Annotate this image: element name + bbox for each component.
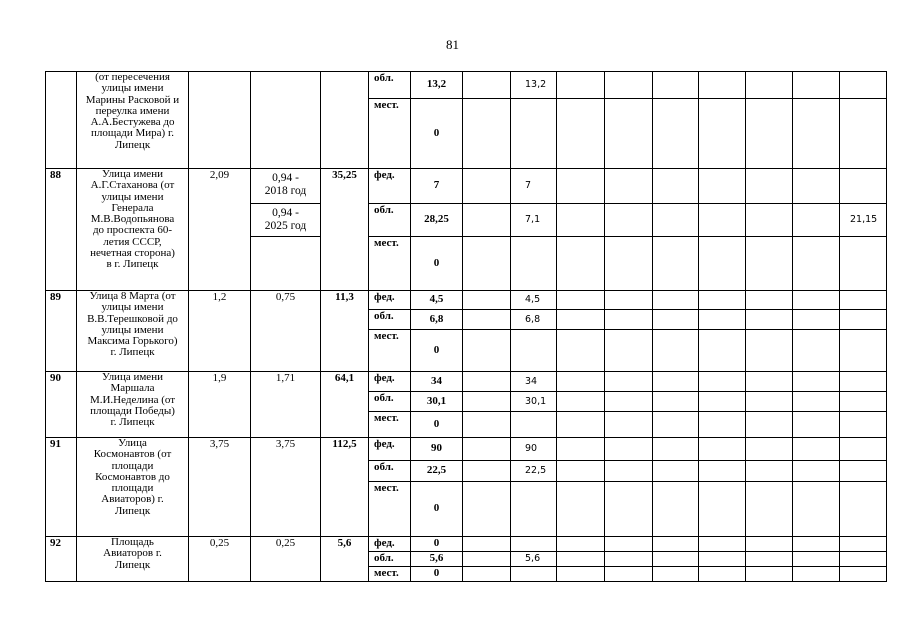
repair-period bbox=[250, 290, 320, 371]
funding-level-text: обл. bbox=[374, 310, 394, 322]
funding-level bbox=[368, 329, 410, 371]
empty-cell bbox=[556, 481, 604, 536]
funding-amount bbox=[410, 98, 462, 168]
funding-amount bbox=[410, 566, 462, 582]
yearly-amount-text: 34 bbox=[525, 375, 538, 387]
row-number-text: 92 bbox=[50, 537, 61, 549]
empty-cell bbox=[462, 481, 510, 536]
funding-amount-text: 6,8 bbox=[429, 312, 444, 325]
funding-amount bbox=[410, 236, 462, 290]
road-name-text: Площадь Авиаторов г. Липецк bbox=[103, 536, 162, 571]
funding-amount-text: 0 bbox=[433, 126, 440, 139]
empty-cell bbox=[462, 437, 510, 460]
yearly-amount bbox=[510, 460, 556, 481]
road-name-text: Улица 8 Марта (от улицы имени В.В.Терешковой до улицы имени Максима Горького) г. Липецк bbox=[87, 290, 178, 359]
empty-cell bbox=[604, 566, 652, 582]
road-length bbox=[188, 536, 250, 582]
funding-amount bbox=[410, 391, 462, 411]
funding-amount bbox=[410, 71, 462, 98]
road-length bbox=[188, 371, 250, 437]
total-cost bbox=[320, 71, 368, 168]
yearly-amount bbox=[510, 71, 556, 98]
empty-cell bbox=[698, 391, 745, 411]
empty-cell bbox=[652, 71, 698, 98]
empty-cell bbox=[652, 98, 698, 168]
funding-level bbox=[368, 481, 410, 536]
yearly-amount bbox=[510, 371, 556, 391]
road-length bbox=[188, 168, 250, 290]
empty-cell bbox=[604, 290, 652, 309]
road-length-text: 1,2 bbox=[212, 291, 227, 303]
yearly-amount bbox=[510, 481, 556, 536]
funding-level bbox=[368, 536, 410, 551]
page-number: 81 bbox=[446, 37, 459, 52]
funding-level-text: фед. bbox=[374, 169, 395, 181]
repair-period bbox=[250, 203, 320, 236]
funding-level bbox=[368, 203, 410, 236]
empty-cell bbox=[652, 290, 698, 309]
empty-cell bbox=[792, 236, 839, 290]
yearly-amount-text: 7 bbox=[525, 180, 532, 192]
empty-cell bbox=[698, 71, 745, 98]
empty-cell bbox=[652, 371, 698, 391]
funding-amount bbox=[410, 309, 462, 329]
empty-cell bbox=[698, 411, 745, 437]
funding-amount-text: 0 bbox=[433, 343, 440, 356]
road-length-text: 3,75 bbox=[209, 438, 230, 450]
empty-cell bbox=[698, 551, 745, 566]
road-name-text: (от пересечения улицы имени Марины Расковой и переулка имени А.А.Бестужева до площади Мира) г. Липецк bbox=[85, 71, 180, 151]
empty-cell bbox=[792, 168, 839, 203]
empty-cell bbox=[652, 391, 698, 411]
yearly-amount-last-text: 21,15 bbox=[850, 214, 878, 226]
road-length-text: 0,25 bbox=[209, 537, 230, 549]
funding-level-text: фед. bbox=[374, 537, 395, 549]
empty-cell bbox=[604, 536, 652, 551]
empty-cell bbox=[698, 329, 745, 371]
repair-period-text: 0,94 - 2025 год bbox=[264, 207, 307, 232]
empty-cell bbox=[652, 437, 698, 460]
empty-cell bbox=[792, 309, 839, 329]
empty-cell bbox=[462, 371, 510, 391]
empty-cell bbox=[604, 551, 652, 566]
road-name bbox=[76, 290, 188, 371]
empty-cell bbox=[556, 536, 604, 551]
road-name bbox=[76, 371, 188, 437]
funding-amount bbox=[410, 437, 462, 460]
empty-cell bbox=[604, 203, 652, 236]
funding-amount-text: 90 bbox=[431, 442, 442, 455]
row-number bbox=[45, 71, 76, 168]
yearly-amount-last bbox=[839, 236, 887, 290]
total-cost bbox=[320, 536, 368, 582]
empty-cell bbox=[792, 536, 839, 551]
empty-cell bbox=[462, 203, 510, 236]
row-number bbox=[45, 536, 76, 582]
empty-cell bbox=[745, 551, 792, 566]
empty-cell bbox=[462, 536, 510, 551]
road-name-text: Улица Космонавтов (от площади Космонавтов до площади Авиаторов) г. Липецк bbox=[93, 437, 172, 517]
empty-cell bbox=[745, 168, 792, 203]
repair-period-text: 0,75 bbox=[275, 291, 296, 303]
funding-level bbox=[368, 309, 410, 329]
empty-cell bbox=[698, 481, 745, 536]
empty-cell bbox=[604, 391, 652, 411]
row-number-text: 88 bbox=[50, 169, 61, 181]
empty-cell bbox=[698, 98, 745, 168]
yearly-amount bbox=[510, 391, 556, 411]
road-name bbox=[76, 71, 188, 168]
funding-amount-text: 22,5 bbox=[426, 464, 447, 477]
empty-cell bbox=[462, 309, 510, 329]
empty-cell bbox=[792, 481, 839, 536]
empty-cell bbox=[556, 391, 604, 411]
empty-cell bbox=[792, 98, 839, 168]
empty-cell bbox=[556, 551, 604, 566]
yearly-amount-text: 6,8 bbox=[525, 313, 541, 325]
yearly-amount bbox=[510, 437, 556, 460]
yearly-amount bbox=[510, 168, 556, 203]
empty-cell bbox=[462, 290, 510, 309]
yearly-amount-text: 90 bbox=[525, 443, 538, 455]
empty-cell bbox=[556, 309, 604, 329]
empty-cell bbox=[604, 236, 652, 290]
empty-cell bbox=[652, 329, 698, 371]
empty-cell bbox=[792, 71, 839, 98]
yearly-amount bbox=[510, 329, 556, 371]
funding-level-text: обл. bbox=[374, 72, 394, 84]
funding-amount bbox=[410, 203, 462, 236]
empty-cell bbox=[462, 98, 510, 168]
yearly-amount bbox=[510, 536, 556, 551]
funding-level-text: фед. bbox=[374, 372, 395, 384]
funding-amount bbox=[410, 460, 462, 481]
funding-amount bbox=[410, 371, 462, 391]
yearly-amount bbox=[510, 236, 556, 290]
yearly-amount-text: 30,1 bbox=[525, 395, 547, 407]
funding-level-text: обл. bbox=[374, 461, 394, 473]
funding-amount bbox=[410, 536, 462, 551]
road-name-text: Улица имени Маршала М.И.Неделина (от площади Победы) г. Липецк bbox=[89, 371, 176, 429]
empty-cell bbox=[652, 309, 698, 329]
funding-amount-text: 30,1 bbox=[426, 394, 447, 407]
funding-amount-text: 0 bbox=[433, 417, 440, 430]
row-number-text: 90 bbox=[50, 372, 61, 384]
empty-cell bbox=[556, 98, 604, 168]
yearly-amount-last bbox=[839, 411, 887, 437]
empty-cell bbox=[698, 290, 745, 309]
funding-amount-text: 5,6 bbox=[429, 552, 444, 565]
empty-cell bbox=[462, 460, 510, 481]
funding-level-text: мест. bbox=[374, 330, 399, 342]
funding-level bbox=[368, 566, 410, 582]
yearly-amount bbox=[510, 309, 556, 329]
empty-cell bbox=[556, 236, 604, 290]
funding-level bbox=[368, 391, 410, 411]
empty-cell bbox=[745, 566, 792, 582]
repair-period-text: 1,71 bbox=[275, 372, 296, 384]
funding-level-text: фед. bbox=[374, 291, 395, 303]
empty-cell bbox=[792, 391, 839, 411]
empty-cell bbox=[556, 329, 604, 371]
empty-cell bbox=[652, 566, 698, 582]
repair-period-text: 0,25 bbox=[275, 537, 296, 549]
empty-cell bbox=[652, 551, 698, 566]
empty-cell bbox=[745, 329, 792, 371]
total-cost-text: 5,6 bbox=[337, 537, 352, 549]
empty-cell bbox=[698, 203, 745, 236]
funding-level-text: мест. bbox=[374, 99, 399, 111]
empty-cell bbox=[698, 437, 745, 460]
funding-level-text: фед. bbox=[374, 438, 395, 450]
yearly-amount bbox=[510, 98, 556, 168]
total-cost bbox=[320, 437, 368, 536]
funding-level bbox=[368, 71, 410, 98]
empty-cell bbox=[556, 71, 604, 98]
funding-level-text: обл. bbox=[374, 552, 394, 564]
funding-amount-text: 0 bbox=[433, 502, 440, 515]
funding-level-text: обл. bbox=[374, 204, 394, 216]
empty-cell bbox=[698, 536, 745, 551]
empty-cell bbox=[745, 371, 792, 391]
empty-cell bbox=[556, 566, 604, 582]
empty-cell bbox=[462, 566, 510, 582]
yearly-amount-text: 7,1 bbox=[525, 214, 541, 226]
yearly-amount-last bbox=[839, 309, 887, 329]
funding-amount bbox=[410, 551, 462, 566]
funding-amount-text: 28,25 bbox=[424, 213, 449, 226]
empty-cell bbox=[604, 481, 652, 536]
row-number bbox=[45, 371, 76, 437]
funding-amount bbox=[410, 168, 462, 203]
yearly-amount-last bbox=[839, 437, 887, 460]
funding-level bbox=[368, 98, 410, 168]
funding-level bbox=[368, 437, 410, 460]
yearly-amount bbox=[510, 411, 556, 437]
empty-cell bbox=[462, 329, 510, 371]
road-length bbox=[188, 71, 250, 168]
repair-period bbox=[250, 437, 320, 536]
road-length-text: 2,09 bbox=[209, 169, 230, 181]
empty-cell bbox=[745, 236, 792, 290]
funding-level bbox=[368, 371, 410, 391]
empty-cell bbox=[556, 460, 604, 481]
empty-cell bbox=[556, 411, 604, 437]
yearly-amount-text: 13,2 bbox=[525, 79, 547, 91]
road-length-text: 1,9 bbox=[212, 372, 227, 384]
empty-cell bbox=[604, 411, 652, 437]
funding-level-text: мест. bbox=[374, 567, 399, 579]
yearly-amount-last bbox=[839, 290, 887, 309]
empty-cell bbox=[745, 391, 792, 411]
empty-cell bbox=[556, 168, 604, 203]
funding-amount bbox=[410, 329, 462, 371]
empty-cell bbox=[745, 290, 792, 309]
road-length bbox=[188, 437, 250, 536]
empty-cell bbox=[745, 460, 792, 481]
yearly-amount-last bbox=[839, 98, 887, 168]
road-name bbox=[76, 536, 188, 582]
yearly-amount-text: 22,5 bbox=[525, 465, 547, 477]
empty-cell bbox=[462, 551, 510, 566]
yearly-amount-last bbox=[839, 566, 887, 582]
empty-cell bbox=[745, 309, 792, 329]
empty-cell bbox=[556, 290, 604, 309]
total-cost-text: 112,5 bbox=[332, 438, 357, 450]
funding-level-text: мест. bbox=[374, 237, 399, 249]
yearly-amount-last bbox=[839, 391, 887, 411]
empty-cell bbox=[462, 391, 510, 411]
road-name bbox=[76, 168, 188, 290]
yearly-amount bbox=[510, 290, 556, 309]
yearly-amount-last bbox=[839, 203, 887, 236]
funding-amount-text: 7 bbox=[433, 179, 440, 192]
funding-level bbox=[368, 168, 410, 203]
funding-amount-text: 4,5 bbox=[429, 293, 444, 306]
empty-cell bbox=[604, 371, 652, 391]
funding-level-text: мест. bbox=[374, 412, 399, 424]
empty-cell bbox=[698, 460, 745, 481]
empty-cell bbox=[652, 481, 698, 536]
total-cost bbox=[320, 168, 368, 290]
empty-cell bbox=[698, 236, 745, 290]
empty-cell bbox=[698, 168, 745, 203]
repair-period bbox=[250, 71, 320, 168]
empty-cell bbox=[604, 309, 652, 329]
total-cost-text: 35,25 bbox=[332, 169, 357, 181]
funding-level bbox=[368, 551, 410, 566]
empty-cell bbox=[604, 329, 652, 371]
empty-cell bbox=[792, 551, 839, 566]
yearly-amount-last bbox=[839, 71, 887, 98]
empty-cell bbox=[745, 437, 792, 460]
empty-cell bbox=[792, 566, 839, 582]
empty-cell bbox=[652, 460, 698, 481]
empty-cell bbox=[792, 371, 839, 391]
empty-cell bbox=[745, 481, 792, 536]
empty-cell bbox=[604, 460, 652, 481]
total-cost-text: 64,1 bbox=[334, 372, 355, 384]
funding-amount-text: 13,2 bbox=[426, 78, 447, 91]
yearly-amount bbox=[510, 566, 556, 582]
yearly-amount-last bbox=[839, 536, 887, 551]
empty-cell bbox=[462, 168, 510, 203]
total-cost bbox=[320, 371, 368, 437]
empty-cell bbox=[698, 566, 745, 582]
empty-cell bbox=[556, 203, 604, 236]
funding-amount bbox=[410, 411, 462, 437]
funding-amount-text: 0 bbox=[433, 537, 440, 550]
empty-cell bbox=[556, 437, 604, 460]
empty-cell bbox=[792, 437, 839, 460]
empty-cell bbox=[652, 236, 698, 290]
road-name bbox=[76, 437, 188, 536]
empty-cell bbox=[652, 168, 698, 203]
empty-cell bbox=[745, 98, 792, 168]
repair-period-empty bbox=[250, 236, 320, 290]
empty-cell bbox=[652, 411, 698, 437]
empty-cell bbox=[604, 168, 652, 203]
empty-cell bbox=[745, 71, 792, 98]
funding-level bbox=[368, 236, 410, 290]
funding-amount-text: 34 bbox=[431, 374, 442, 387]
funding-amount bbox=[410, 481, 462, 536]
road-length bbox=[188, 290, 250, 371]
total-cost-text: 11,3 bbox=[335, 291, 354, 303]
empty-cell bbox=[556, 371, 604, 391]
funding-level-text: мест. bbox=[374, 482, 399, 494]
row-number-text: 91 bbox=[50, 438, 61, 450]
empty-cell bbox=[792, 460, 839, 481]
yearly-amount-text: 5,6 bbox=[525, 553, 541, 565]
funding-level bbox=[368, 290, 410, 309]
yearly-amount-last bbox=[839, 168, 887, 203]
yearly-amount bbox=[510, 203, 556, 236]
funding-amount bbox=[410, 290, 462, 309]
empty-cell bbox=[792, 329, 839, 371]
empty-cell bbox=[652, 203, 698, 236]
repair-period bbox=[250, 371, 320, 437]
empty-cell bbox=[792, 290, 839, 309]
funding-amount-text: 0 bbox=[433, 256, 440, 269]
empty-cell bbox=[745, 411, 792, 437]
repair-period bbox=[250, 536, 320, 582]
empty-cell bbox=[698, 309, 745, 329]
empty-cell bbox=[604, 437, 652, 460]
row-number-text: 89 bbox=[50, 291, 61, 303]
yearly-amount-last bbox=[839, 329, 887, 371]
empty-cell bbox=[792, 203, 839, 236]
empty-cell bbox=[462, 236, 510, 290]
funding-amount-text: 0 bbox=[433, 567, 440, 580]
yearly-amount-last bbox=[839, 481, 887, 536]
empty-cell bbox=[745, 203, 792, 236]
yearly-amount-last bbox=[839, 551, 887, 566]
empty-cell bbox=[792, 411, 839, 437]
empty-cell bbox=[604, 71, 652, 98]
repair-period-text: 0,94 - 2018 год bbox=[264, 172, 307, 197]
funding-level-text: обл. bbox=[374, 392, 394, 404]
empty-cell bbox=[652, 536, 698, 551]
total-cost bbox=[320, 290, 368, 371]
yearly-amount-last bbox=[839, 460, 887, 481]
funding-level bbox=[368, 460, 410, 481]
empty-cell bbox=[698, 371, 745, 391]
yearly-amount-last bbox=[839, 371, 887, 391]
row-number bbox=[45, 437, 76, 536]
yearly-amount-text: 4,5 bbox=[525, 294, 541, 306]
repair-period-text: 3,75 bbox=[275, 438, 296, 450]
empty-cell bbox=[745, 536, 792, 551]
row-number bbox=[45, 290, 76, 371]
row-number bbox=[45, 168, 76, 290]
empty-cell bbox=[462, 411, 510, 437]
empty-cell bbox=[462, 71, 510, 98]
repair-period bbox=[250, 168, 320, 203]
funding-level bbox=[368, 411, 410, 437]
yearly-amount bbox=[510, 551, 556, 566]
empty-cell bbox=[604, 98, 652, 168]
road-name-text: Улица имени А.Г.Стаханова (от улицы имени Генерала М.В.Водопьянова до проспекта 60- летия СССР, нечетная сторона) в г. Липецк bbox=[90, 168, 175, 271]
